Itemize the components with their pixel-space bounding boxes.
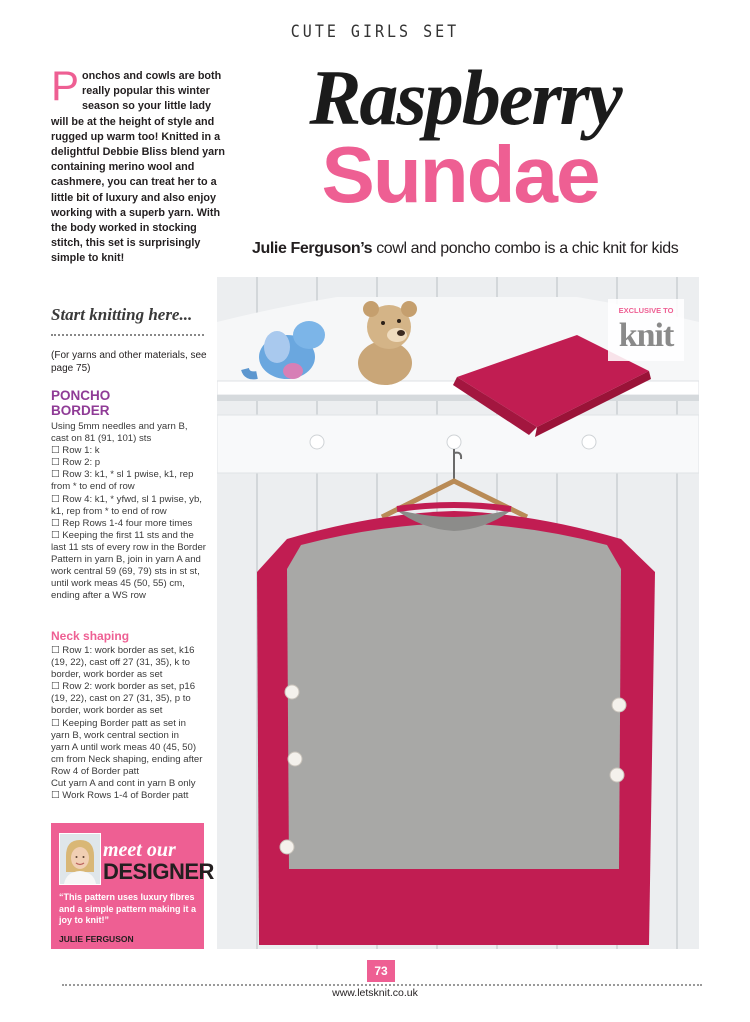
pattern-line: ☐ Row 2: work border as set, p16 bbox=[51, 681, 196, 693]
standfirst bbox=[252, 238, 692, 260]
footer-url: www.letsknit.co.uk bbox=[332, 987, 418, 999]
designer-name: JULIE FERGUSON bbox=[59, 934, 134, 944]
pattern-line: from * to end of row bbox=[51, 481, 135, 493]
start-knitting-heading: Start knitting here... bbox=[51, 305, 193, 324]
pattern-line: ☐ Row 1: k bbox=[51, 445, 100, 457]
pattern-line: Using 5mm needles and yarn B, bbox=[51, 421, 188, 432]
page-number: 73 bbox=[367, 960, 395, 982]
designer-quote: “This pattern uses luxury fibres and a simple pattern making it a joy to knit!” bbox=[59, 892, 197, 925]
poncho-photo bbox=[217, 277, 699, 949]
pattern-line: border, work border as set bbox=[51, 705, 163, 717]
neck-shaping-heading: Neck shaping bbox=[51, 629, 130, 643]
neck-shaping-steps bbox=[51, 645, 211, 802]
pattern-line: Cut yarn A and cont in yarn B only bbox=[51, 778, 196, 790]
pattern-line: ☐ Row 2: p bbox=[51, 457, 101, 469]
pattern-line: ☐ Rep Rows 1-4 four more times bbox=[51, 517, 193, 529]
intro-paragraph bbox=[51, 62, 231, 267]
pattern-line: yarn A until work meas 40 (45, 50) bbox=[51, 741, 197, 753]
pattern-line: cm from Neck shaping, ending after bbox=[51, 753, 203, 765]
title-raspberry: Raspberry bbox=[309, 54, 621, 141]
pattern-line: last 11 sts of every row in the Border bbox=[51, 541, 206, 553]
pattern-line: (19, 22), cast off 27 (31, 35), k to bbox=[51, 657, 191, 669]
pattern-line: ☐ Work Rows 1-4 of Border patt bbox=[51, 790, 189, 802]
heading-line-poncho: PONCHO bbox=[51, 388, 111, 403]
pattern-line: (19, 22), cast on 27 (31, 35), p to bbox=[51, 693, 191, 705]
pattern-line: ending after a WS row bbox=[51, 590, 146, 602]
pattern-line: until work meas 45 (50, 55) cm, bbox=[51, 578, 185, 590]
pattern-line: Row 4 of Border patt bbox=[51, 765, 139, 777]
standfirst-designer-name: Julie Ferguson’s bbox=[252, 240, 373, 257]
border-pattern-steps bbox=[51, 421, 211, 602]
title-sundae: Sundae bbox=[321, 130, 599, 219]
poncho-garment-icon bbox=[257, 505, 655, 945]
pattern-line: ☐ Keeping the first 11 sts and the bbox=[51, 529, 194, 541]
pattern-line: work central 59 (69, 79) sts in st st, bbox=[51, 566, 200, 578]
designer-label: DESIGNER bbox=[103, 859, 214, 884]
pattern-line: ☐ Row 3: k1, * sl 1 pwise, k1, rep bbox=[51, 469, 194, 481]
standfirst-text: cowl and poncho combo is a chic knit for kids bbox=[372, 240, 679, 257]
pattern-line: border, work border as set bbox=[51, 669, 163, 681]
pattern-line: ☐ Row 1: work border as set, k16 bbox=[51, 645, 195, 656]
intro-text: onchos and cowls are both really popular this winter season so your little lady will be at the height of style and rugged up warm too! Knitted in a delightful Debbie Bliss blend yarn containing merino wool and cashmere, you can treat her to a little bit of luxury and also enjoy working with a superb yarn. With the body worked in stocking stitch, this set is surprisingly simple to knit! bbox=[51, 70, 225, 265]
meet-our-designer-box bbox=[51, 823, 214, 949]
pattern-line: yarn B, work central section in bbox=[51, 729, 179, 741]
pattern-line: cast on 81 (91, 101) sts bbox=[51, 433, 152, 445]
pattern-line: ☐ Keeping Border patt as set in bbox=[51, 717, 186, 729]
knit-logo: knit bbox=[618, 317, 674, 354]
dotted-divider bbox=[51, 334, 204, 336]
heading-line-border: BORDER bbox=[51, 403, 110, 418]
pattern-line: Pattern in yarn B, join in yarn A and bbox=[51, 554, 201, 566]
meet-our-label: meet our bbox=[103, 839, 176, 861]
designer-photo bbox=[59, 833, 101, 885]
materials-note: (For yarns and other materials, see page 75) bbox=[51, 350, 207, 374]
exclusive-label: EXCLUSIVE TO bbox=[618, 306, 674, 315]
pattern-line: k1, rep from * to end of row bbox=[51, 505, 167, 517]
drop-cap: P bbox=[51, 62, 80, 109]
footer-dotted-rule bbox=[62, 984, 702, 986]
pattern-line: ☐ Row 4: k1, * yfwd, sl 1 pwise, yb, bbox=[51, 493, 202, 505]
poncho-illustration bbox=[217, 277, 699, 949]
exclusive-badge bbox=[608, 299, 684, 361]
section-kicker: CUTE GIRLS SET bbox=[290, 20, 460, 42]
designer-portrait-icon bbox=[60, 834, 100, 884]
poncho-border-heading bbox=[51, 388, 110, 418]
